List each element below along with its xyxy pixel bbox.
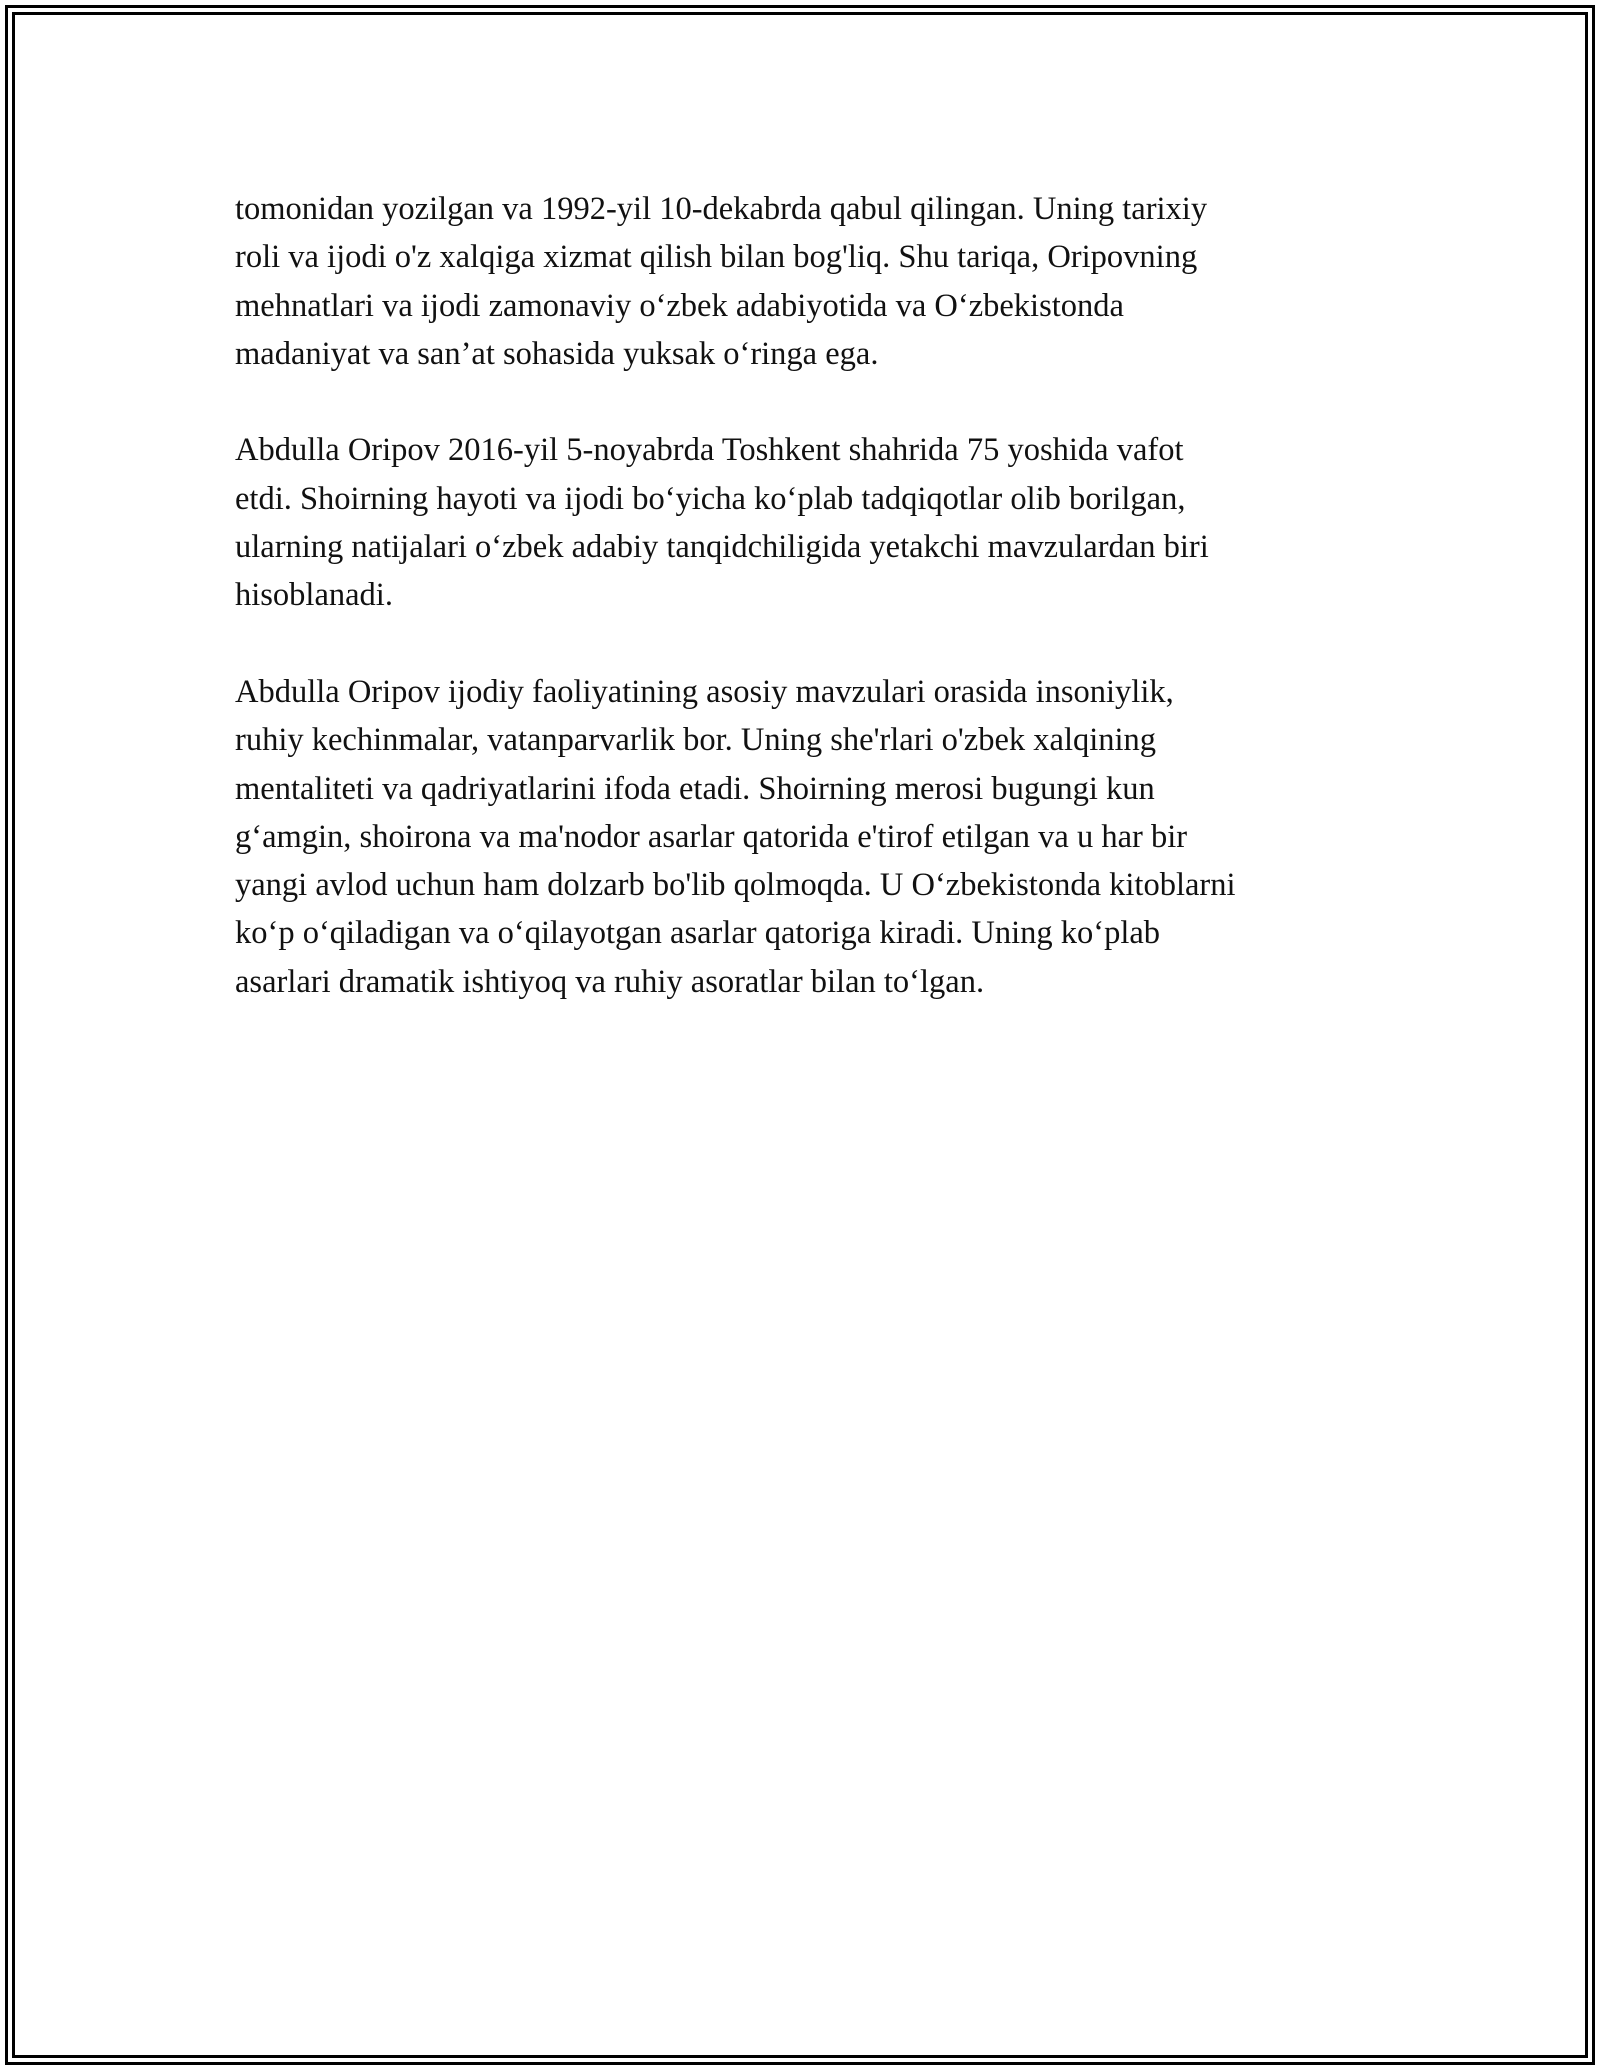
document-body <box>235 185 1375 1054</box>
text-line: ko‘p o‘qiladigan va o‘qilayotgan asarlar qatoriga kiradi. Uning ko‘plab <box>235 915 1161 952</box>
text-line: mehnatlari va ijodi zamonaviy o‘zbek adabiyotida va O‘zbekistonda <box>235 287 1124 324</box>
paragraph-3 <box>235 668 1375 1006</box>
text-line: mentaliteti va qadriyatlarini ifoda etadi. Shoirning merosi bugungi kun <box>235 770 1155 807</box>
paragraph-2 <box>235 426 1375 619</box>
text-line: ruhiy kechinmalar, vatanparvarlik bor. Uning she'rlari o'zbek xalqining <box>235 722 1157 759</box>
text-line: ularning natijalari o‘zbek adabiy tanqidchiligida yetakchi mavzulardan biri <box>235 529 1209 566</box>
text-line: Abdulla Oripov ijodiy faoliyatining asosiy mavzulari orasida insoniylik, <box>235 673 1174 710</box>
text-line: Abdulla Oripov 2016-yil 5-noyabrda Toshkent shahrida 75 yoshida vafot <box>235 432 1184 469</box>
text-line: madaniyat va san’at sohasida yuksak o‘ringa ega. <box>235 335 879 372</box>
text-line: hisoblanadi. <box>235 577 393 614</box>
paragraph-1 <box>235 185 1375 378</box>
text-line: etdi. Shoirning hayoti va ijodi bo‘yicha ko‘plab tadqiqotlar olib borilgan, <box>235 480 1186 517</box>
text-line: roli va ijodi o'z xalqiga xizmat qilish bilan bog'liq. Shu tariqa, Oripovning <box>235 239 1198 276</box>
text-line: asarlari dramatik ishtiyoq va ruhiy asoratlar bilan to‘lgan. <box>235 963 985 1000</box>
text-line: g‘amgin, shoirona va ma'nodor asarlar qatorida e'tirof etilgan va u har bir <box>235 818 1188 855</box>
text-line: yangi avlod uchun ham dolzarb bo'lib qolmoqda. U O‘zbekistonda kitoblarni <box>235 867 1236 904</box>
text-line: tomonidan yozilgan va 1992-yil 10-dekabrda qabul qilingan. Uning tarixiy <box>235 191 1208 227</box>
